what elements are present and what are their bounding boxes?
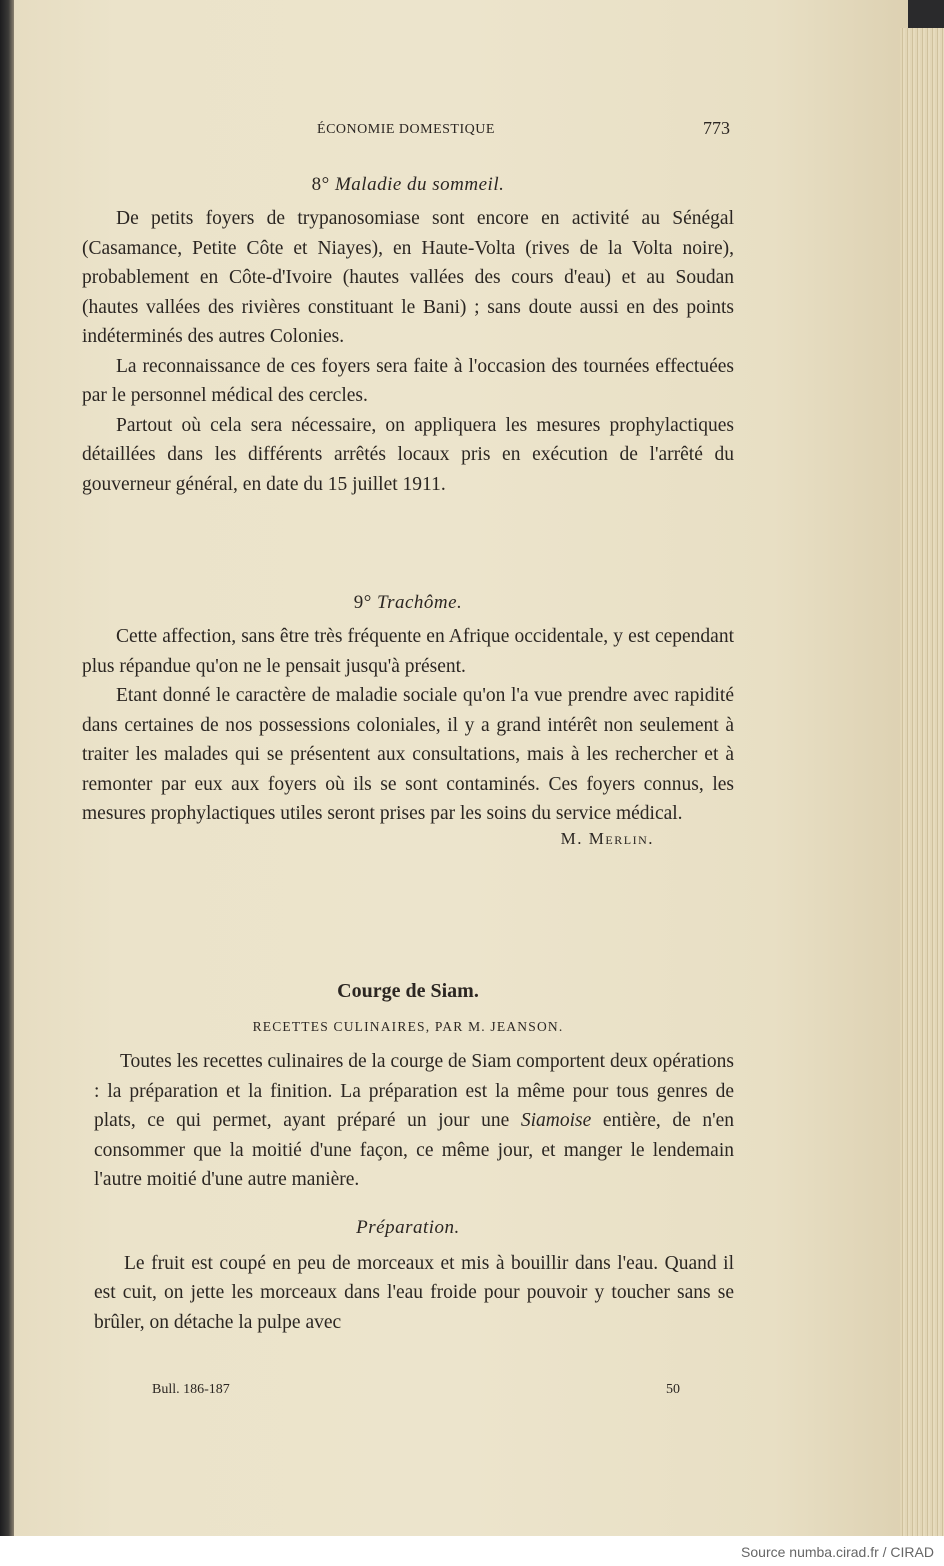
- intro-italic: Siamoise: [520, 1110, 592, 1131]
- section-9: [82, 592, 734, 849]
- section-9-heading: [82, 592, 734, 614]
- signature: [82, 829, 734, 849]
- section-8-number: 8°: [311, 174, 330, 195]
- signature-name: Merlin.: [588, 828, 654, 848]
- section-8-heading: [82, 174, 734, 196]
- bulletin-reference: Bull. 186-187: [152, 1382, 230, 1397]
- page-edges: [900, 28, 944, 1536]
- running-title: ÉCONOMIE DOMESTIQUE: [317, 122, 495, 137]
- paragraph: La reconnaissance de ces foyers sera faite à l'occasion des tournées effectuées par le personnel médical des cercles.: [82, 355, 734, 406]
- paragraph: Cette affection, sans être très fréquente en Afrique occidentale, y est cependant plus répandue qu'on ne le pensait jusqu'à présent.: [82, 626, 734, 677]
- paragraph: De petits foyers de trypanosomiase sont encore en activité au Sénégal (Casamance, Petite Côte et Niayes), en Haute-Volta (rives de la Volta noire), probablement en Côte-d'Ivoire (hautes vallées des cours d'eau) et au Soudan (hautes vallées des rivières constituant le Bani) ; sans doute aussi en des points indéterminés des autres Colonies.: [82, 208, 734, 347]
- preparation-text: Le fruit est coupé en peu de morceaux et mis à bouillir dans l'eau. Quand il est cuit, on jette les morceaux dans l'eau froide pour pouvoir y toucher sans se brûler, on détache la pulpe avec: [94, 1252, 734, 1333]
- section-8-title: Maladie du sommeil.: [334, 174, 505, 195]
- article-intro: [82, 1047, 734, 1195]
- article-courge-de-siam: [82, 980, 734, 1337]
- section-9-number: 9°: [353, 592, 372, 613]
- signature-mark: 50: [666, 1382, 680, 1397]
- source-credit: Source numba.cirad.fr / CIRAD: [741, 1544, 934, 1560]
- preparation-heading: Préparation.: [356, 1216, 460, 1238]
- article-subtitle: RECETTES CULINAIRES, PAR M. JEANSON.: [252, 1019, 564, 1034]
- page-number: 773: [703, 118, 730, 138]
- running-header: [82, 118, 730, 142]
- binding-shadow: [0, 0, 14, 1536]
- signature-initial: M.: [560, 828, 584, 848]
- paragraph: Partout où cela sera nécessaire, on appliquera les mesures prophylactiques détaillées dans les différents arrêtés locaux pris en exécution de l'arrêté du gouverneur général, en date du 15 juillet 1911.: [82, 414, 734, 495]
- intro-text-2: entière, de n'en consommer que la moitié d'une façon, ce même jour, et manger le lendemain l'autre moitié d'une autre manière.: [94, 1110, 734, 1190]
- article-title: Courge de Siam.: [337, 980, 479, 1002]
- section-9-title: Trachôme.: [377, 592, 463, 613]
- intro-text-1: Toutes les recettes culinaires de la courge de Siam comportent deux opérations : la préparation et la finition. La préparation est la même pour tous genres de plats, ce qui permet, ayant préparé un jour une: [94, 1051, 734, 1131]
- section-8: [82, 174, 734, 499]
- paragraph: Etant donné le caractère de maladie sociale qu'on l'a vue prendre avec rapidité dans certaines de nos possessions coloniales, il y a grand intérêt non seulement à traiter les malades qui se présentent aux consultations, mais à les rechercher et à remonter par eux aux foyers où ils se sont contaminés. Ces foyers connus, les mesures prophylactiques utiles seront prises par les soins du service médical.: [82, 685, 734, 824]
